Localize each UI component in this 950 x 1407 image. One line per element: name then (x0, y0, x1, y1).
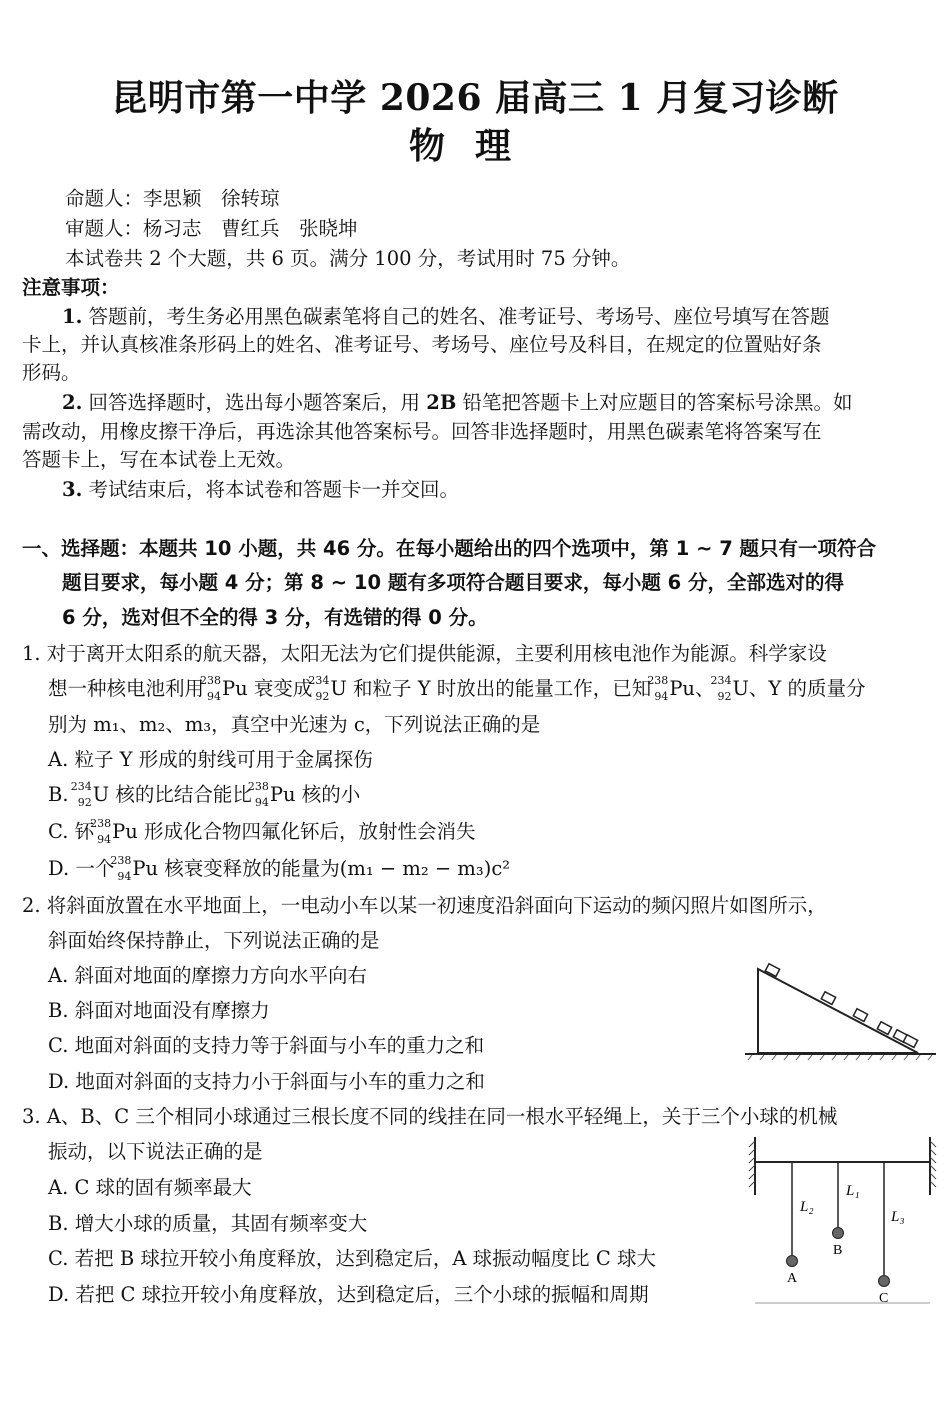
notice-item-1-line-3: 形码。 (22, 361, 81, 384)
pu-nuclide (90, 817, 112, 846)
label-l1: L₁ (846, 1183, 860, 1199)
pencil-grade: 2B (426, 391, 457, 414)
ball-c (879, 1276, 890, 1287)
q1-stem-line-1: 1. 对于离开太阳系的航天器，太阳无法为它们提供能源，主要利用核电池作为能源。科学家设 (22, 642, 827, 665)
q1-option-a: A. 粒子 Y 形成的射线可用于金属探伤 (48, 748, 373, 771)
notice-item-1-line-2: 卡上，并认真核准条形码上的姓名、准考证号、考场号、座位号及科目，在规定的位置贴好条 (22, 333, 822, 356)
q1-text-c: U 和粒子 Y 时放出的能量工作，已知 (330, 677, 652, 700)
q2-option-a: A. 斜面对地面的摩擦力方向水平向右 (48, 964, 367, 987)
wall-hatching (749, 1141, 936, 1187)
q1-option-c-label: C. 钚 (48, 820, 95, 843)
u-atomic-number: 92 (315, 690, 330, 703)
u-mass-number: 234 (308, 674, 330, 687)
q1-option-d-text: Pu 核衰变释放的能量为(m₁ − m₂ − m₃)c² (132, 857, 511, 880)
pu-nuclide (110, 854, 132, 883)
notice-item-2-text-a: 回答选择题时，选出每小题答案后，用 (82, 391, 427, 414)
q2-option-c: C. 地面对斜面的支持力等于斜面与小车的重力之和 (48, 1034, 485, 1057)
q2-stem-line-1: 2. 将斜面放置在水平地面上，一电动小车以某一初速度沿斜面向下运动的频闪照片如图所示， (22, 894, 827, 917)
q3-option-c: C. 若把 B 球拉开较小角度释放，达到稳定后，A 球振动幅度比 C 球大 (48, 1247, 656, 1270)
label-l3: L₃ (891, 1209, 905, 1225)
q1-option-c-text: Pu 形成化合物四氟化钚后，放射性会消失 (112, 820, 476, 843)
q2-stem-line-2: 斜面始终保持静止，下列说法正确的是 (48, 929, 380, 952)
q3-stem-line-1: 3. A、B、C 三个相同小球通过三根长度不同的线挂在同一根水平轻绳上，关于三个小球的机械 (22, 1105, 838, 1128)
label-c: C (879, 1291, 889, 1306)
ball-b (833, 1228, 844, 1239)
notice-heading: 注意事项： (22, 276, 120, 299)
pu-mass-number: 238 (200, 674, 222, 687)
u-atomic-number: 92 (717, 690, 732, 703)
incline-triangle (758, 969, 918, 1053)
reviewers-line: 审题人：杨习志 曹红兵 张晓坤 (65, 217, 358, 240)
notice-item-2-number: 2. (62, 391, 83, 414)
pu-atomic-number: 94 (117, 870, 132, 883)
q1-text-a: 想一种核电池利用 (48, 677, 205, 700)
q3-option-a: A. C 球的固有频率最大 (48, 1176, 252, 1199)
q1-option-d (48, 853, 510, 881)
section-1-heading-line-2: 题目要求，每小题 4 分；第 8 ~ 10 题有多项符合题目要求，每小题 6 分，全部选对的得 (62, 571, 844, 594)
notice-item-1-line-1 (62, 301, 830, 329)
q1-text-b: Pu 衰变成 (222, 677, 313, 700)
pu-atomic-number: 94 (97, 833, 112, 846)
q1-option-c (48, 816, 476, 844)
pu-atomic-number: 94 (654, 690, 669, 703)
pu-atomic-number: 94 (207, 690, 222, 703)
q2-option-d: D. 地面对斜面的支持力小于斜面与小车的重力之和 (48, 1070, 485, 1093)
q3-pendulum-figure (745, 1135, 940, 1307)
q1-option-b-text-a: U 核的比结合能比 (92, 783, 252, 806)
notice-item-1-text: 答题前，考生务必用黑色碳素笔将自己的姓名、准考证号、考场号、座位号填写在答题 (82, 305, 830, 328)
pu-mass-number: 238 (247, 780, 269, 793)
exam-title: 昆明市第一中学 2026 届高三 1 月复习诊断 (111, 77, 839, 119)
u-nuclide (710, 674, 733, 703)
u-nuclide (308, 674, 330, 703)
label-l2: L₂ (800, 1199, 814, 1215)
notice-item-2-line-1 (62, 387, 853, 415)
notice-item-3-text: 考试结束后，将本试卷和答题卡一并交回。 (82, 478, 460, 501)
authors-line: 命题人：李思颖 徐转琼 (65, 187, 280, 210)
q1-text-d: Pu、 (669, 677, 715, 700)
section-1-heading-line-3: 6 分，选对但不全的得 3 分，有选错的得 0 分。 (62, 606, 488, 629)
q1-option-b-label: B. (48, 783, 75, 806)
q3-option-d: D. 若把 C 球拉开较小角度释放，达到稳定后，三个小球的振幅和周期 (48, 1283, 649, 1306)
notice-item-2-line-2: 需改动，用橡皮擦干净后，再选涂其他答案标号。回答非选择题时，用黑色碳素笔将答案写在 (22, 420, 822, 443)
q1-stem-line-2 (48, 673, 866, 701)
subject-title: 物理 (408, 125, 541, 167)
q1-option-d-label: D. 一个 (48, 857, 115, 880)
pu-mass-number: 238 (90, 817, 112, 830)
exam-info-line: 本试卷共 2 个大题，共 6 页。满分 100 分，考试用时 75 分钟。 (65, 247, 631, 270)
pu-nuclide (200, 674, 222, 703)
ball-a (787, 1256, 798, 1267)
q1-stem-line-3: 别为 m₁、m₂、m₃，真空中光速为 c，下列说法正确的是 (48, 713, 541, 736)
u-mass-number: 234 (70, 780, 92, 793)
q2-incline-figure (740, 955, 940, 1065)
q1-text-e: U、Y 的质量分 (732, 677, 866, 700)
u-nuclide (70, 780, 93, 809)
notice-item-3-line-1 (62, 474, 459, 502)
notice-item-2-text-b: 铅笔把答题卡上对应题目的答案标号涂黑。如 (456, 391, 853, 414)
pu-mass-number: 238 (110, 854, 132, 867)
notice-item-2-line-3: 答题卡上，写在本试卷上无效。 (22, 448, 296, 471)
q1-option-b-text-b: Pu 核的小 (269, 783, 361, 806)
notice-item-1-number: 1. (62, 305, 83, 328)
cart-strobe-images (765, 964, 917, 1048)
section-1-heading-line-1: 一、选择题：本题共 10 小题，共 46 分。在每小题给出的四个选项中，第 1 ~ 7 题只有一项符合 (22, 537, 877, 560)
pu-nuclide (247, 780, 270, 809)
q3-stem-line-2: 振动，以下说法正确的是 (48, 1140, 263, 1163)
pu-atomic-number: 94 (254, 796, 269, 809)
ground-hatching (748, 1055, 932, 1060)
pu-mass-number: 238 (647, 674, 669, 687)
q2-option-b: B. 斜面对地面没有摩擦力 (48, 999, 270, 1022)
q3-option-b: B. 增大小球的质量，其固有频率变大 (48, 1212, 368, 1235)
u-mass-number: 234 (710, 674, 732, 687)
notice-item-3-number: 3. (62, 478, 83, 501)
pu-nuclide (647, 674, 669, 703)
u-atomic-number: 92 (77, 796, 92, 809)
label-b: B (833, 1243, 843, 1258)
label-a: A (787, 1271, 798, 1286)
q1-option-b (48, 779, 360, 807)
